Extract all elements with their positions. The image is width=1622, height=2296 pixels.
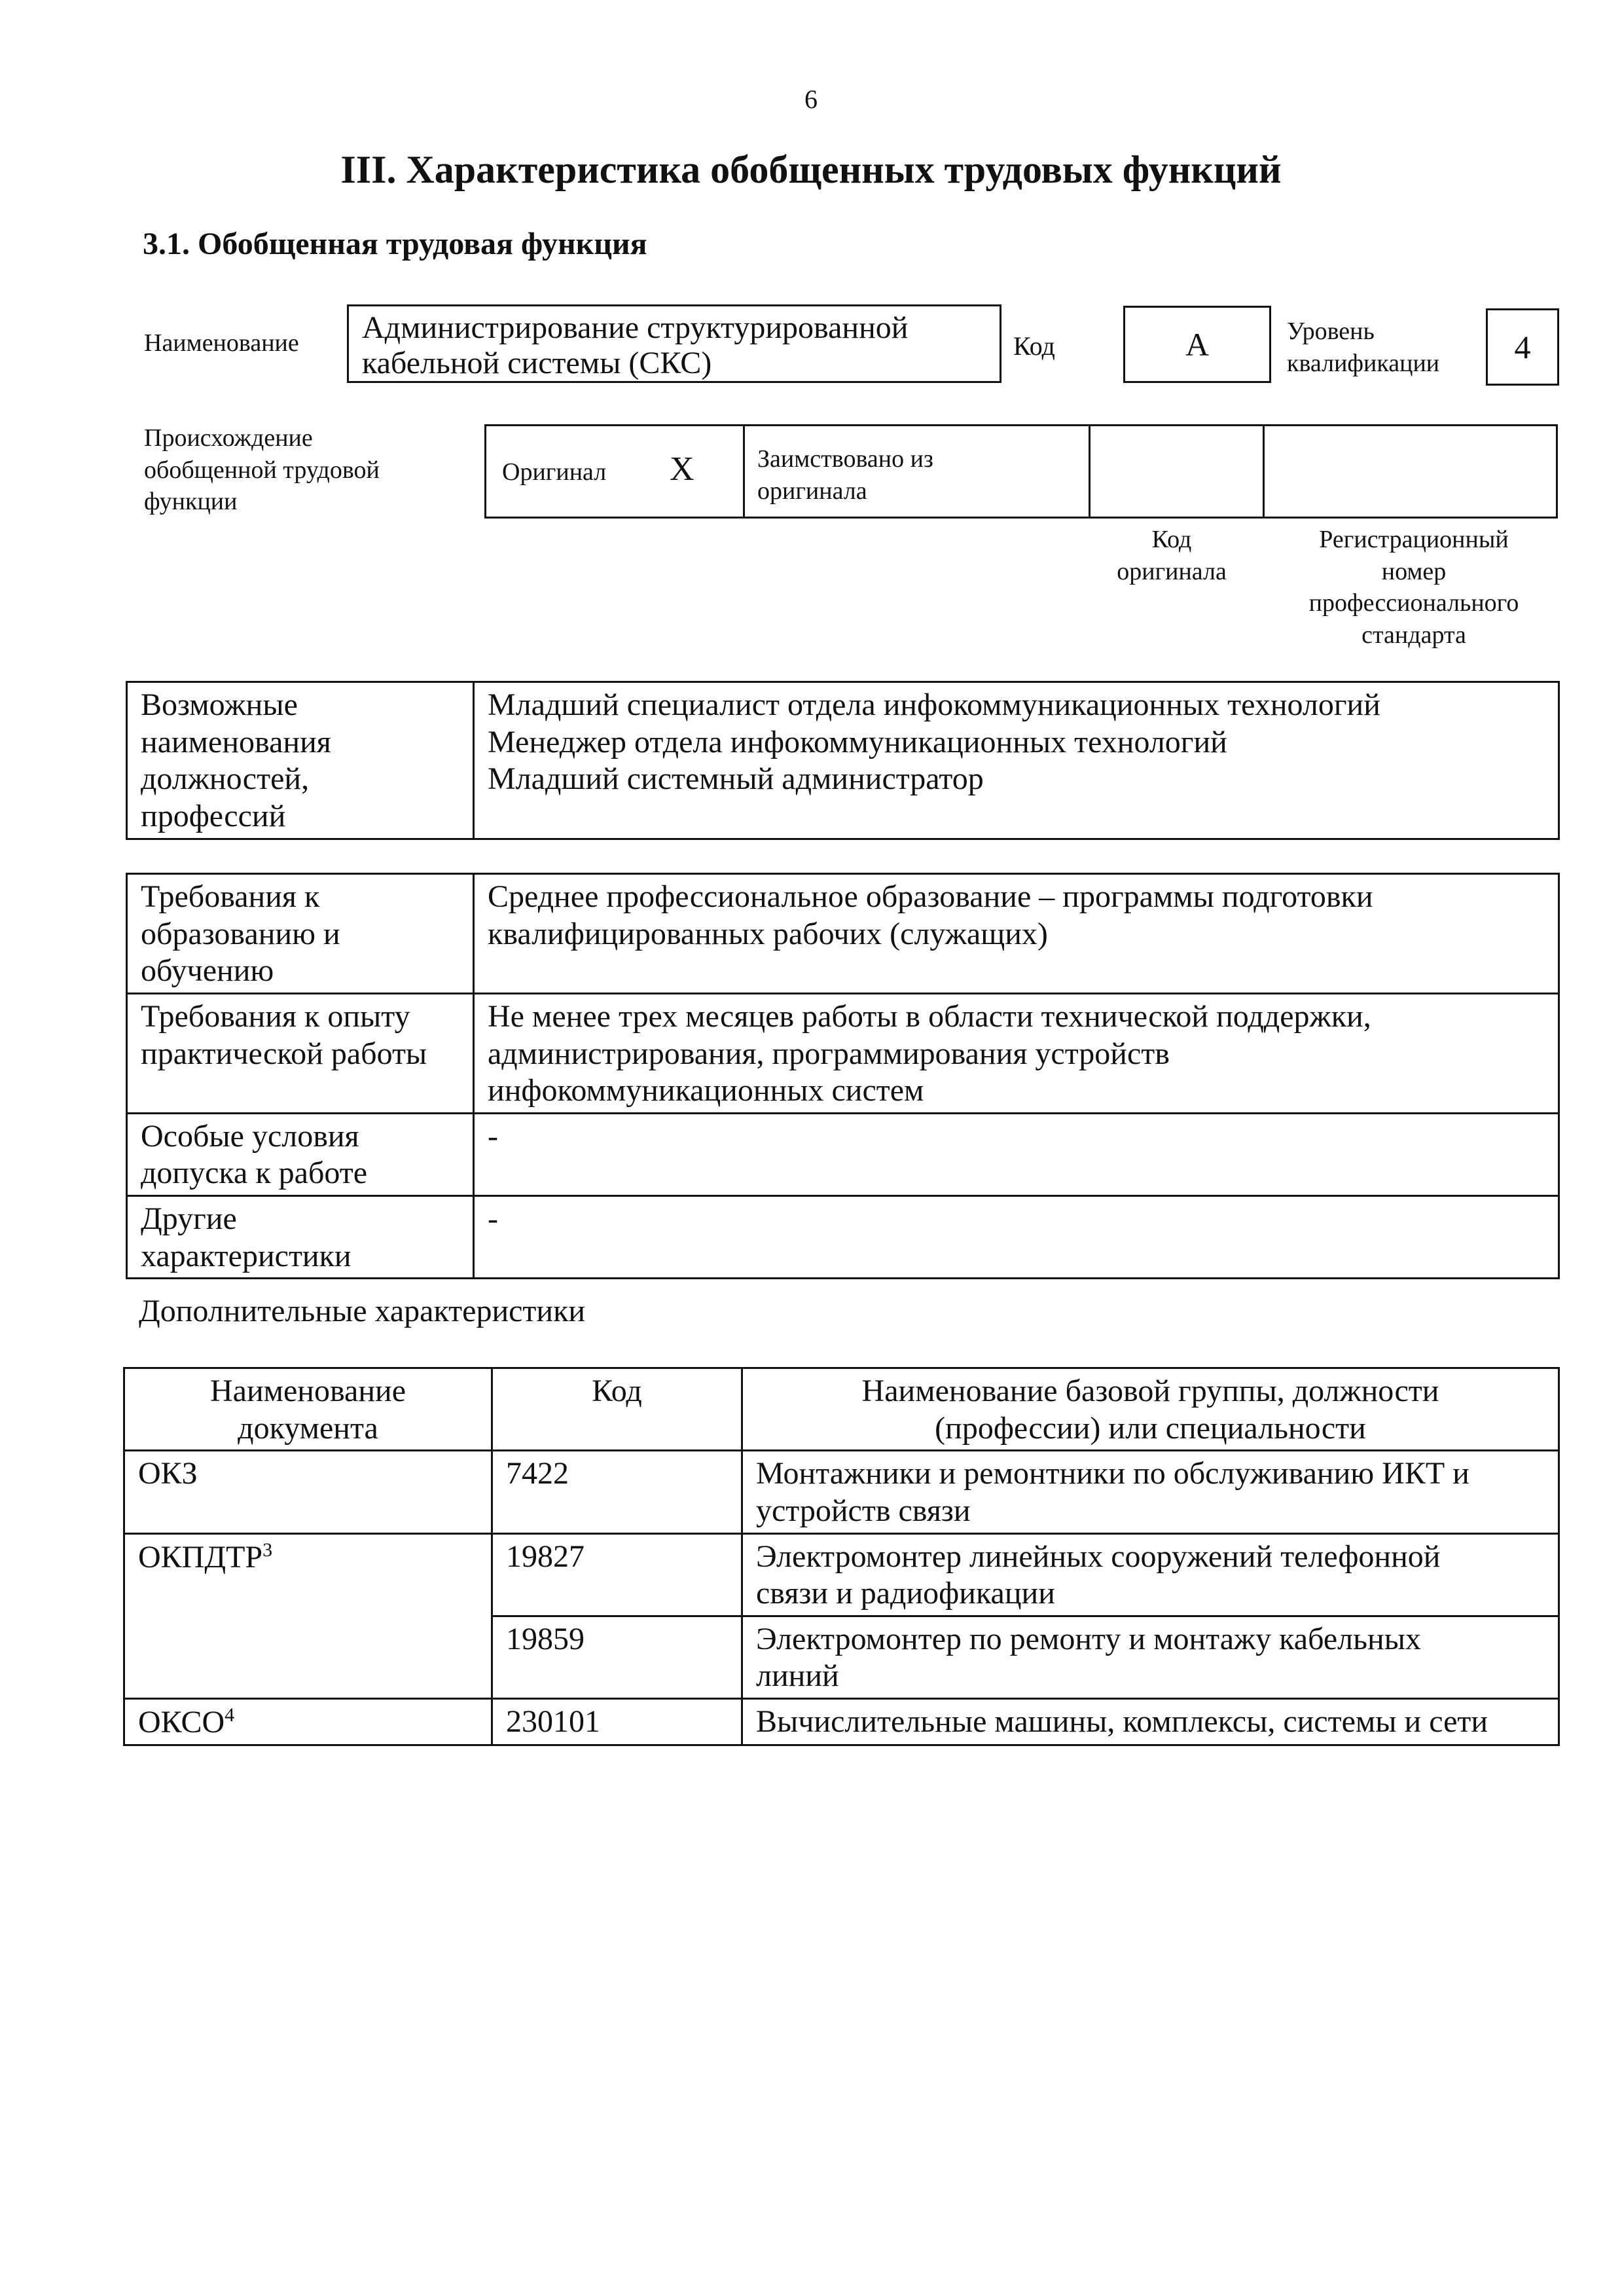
code-original-caption-line-1: Код — [1151, 526, 1192, 553]
doc-name: ОКПДТР — [138, 1539, 263, 1575]
requirement-label — [127, 874, 474, 994]
origin-divider-2 — [1089, 426, 1090, 517]
code-value: 230101 — [506, 1704, 600, 1739]
position-item: Менеджер отдела инфокоммуникационных технологий — [488, 724, 1227, 759]
name-cell — [742, 1451, 1559, 1533]
table-row — [127, 874, 1559, 994]
level-label — [1287, 316, 1439, 379]
name-line: линий — [756, 1658, 839, 1694]
table-row — [127, 1113, 1559, 1195]
borrowed-label-line-2: оригинала — [757, 477, 867, 505]
additional-title: Дополнительные характеристики — [139, 1294, 586, 1328]
requirement-value-line: инфокоммуникационных систем — [488, 1073, 924, 1108]
requirement-value — [474, 874, 1559, 994]
origin-label-line-2: обобщенной трудовой — [144, 456, 380, 484]
requirement-label-line: обучению — [141, 953, 274, 989]
column-header-line: Наименование — [209, 1374, 406, 1408]
requirement-value-line: Не менее трех месяцев работы в области технической поддержки, — [488, 998, 1371, 1034]
name-line: Электромонтер по ремонту и монтажу кабельных — [756, 1621, 1421, 1656]
table-row — [124, 1451, 1559, 1533]
origin-box — [484, 424, 1558, 519]
requirement-label — [127, 1113, 474, 1195]
level-field — [1486, 308, 1559, 386]
name-line: устройств связи — [756, 1493, 971, 1528]
column-header-line: Код — [592, 1374, 642, 1408]
requirement-label-line: допуска к работе — [141, 1156, 368, 1191]
positions-values — [474, 682, 1559, 839]
requirement-label — [127, 993, 474, 1113]
requirement-value — [474, 1196, 1559, 1279]
doc-cell — [124, 1451, 492, 1533]
column-header-document — [124, 1368, 492, 1451]
requirement-label-line: Требования к — [141, 879, 320, 914]
level-label-line-2: квалификации — [1287, 349, 1440, 377]
additional-table — [123, 1367, 1560, 1746]
column-header-line: документа — [238, 1410, 378, 1446]
subsection-title: 3.1. Обобщенная трудовая функция — [143, 227, 647, 261]
position-item: Младший специалист отдела инфокоммуникационных технологий — [488, 687, 1380, 722]
requirement-value-line: Среднее профессиональное образование – программы подготовки — [488, 879, 1373, 914]
name-line: Вычислительные машины, комплексы, системы и сети — [756, 1704, 1488, 1739]
doc-name: ОКЗ — [138, 1456, 198, 1491]
code-label: Код — [1013, 331, 1055, 361]
positions-label-line-3: должностей, — [141, 761, 310, 797]
code-value: А — [1185, 326, 1210, 363]
requirements-table — [126, 873, 1560, 1279]
requirement-value — [474, 1113, 1559, 1195]
name-line: Электромонтер линейных сооружений телефонной — [756, 1539, 1441, 1574]
positions-label-line-2: наименования — [141, 724, 331, 759]
requirement-label-line: Другие — [141, 1201, 237, 1236]
column-header-line: (профессии) или специальности — [935, 1410, 1366, 1446]
positions-label-line-1: Возможные — [141, 687, 298, 722]
doc-cell — [124, 1533, 492, 1699]
code-field — [1123, 306, 1271, 383]
section-title: III. Характеристика обобщенных трудовых функций — [340, 148, 1282, 191]
function-name-line-2: кабельной системы (СКС) — [362, 345, 712, 380]
origin-label — [144, 422, 380, 518]
positions-table — [126, 681, 1560, 840]
code-cell — [492, 1451, 742, 1533]
level-label-line-1: Уровень — [1287, 318, 1375, 345]
reg-number-caption-line-3: профессионального — [1308, 589, 1519, 617]
code-cell — [492, 1699, 742, 1745]
requirement-label-line: характеристики — [141, 1238, 351, 1273]
name-cell — [742, 1533, 1559, 1616]
function-name-field — [347, 304, 1001, 383]
requirement-label-line: образованию и — [141, 916, 340, 951]
borrowed-label — [757, 443, 933, 507]
level-value: 4 — [1514, 329, 1531, 365]
code-original-caption — [1087, 524, 1257, 587]
table-row — [127, 682, 1559, 839]
reg-number-caption — [1263, 524, 1564, 651]
requirement-value-line: квалифицированных рабочих (служащих) — [488, 916, 1048, 951]
requirement-label — [127, 1196, 474, 1279]
original-label: Оригинал — [502, 458, 607, 486]
reg-number-caption-line-4: стандарта — [1361, 621, 1466, 649]
table-row — [124, 1533, 1559, 1616]
origin-divider-3 — [1263, 426, 1265, 517]
table-header-row — [124, 1368, 1559, 1451]
code-value: 19827 — [506, 1539, 585, 1574]
requirement-value-line: - — [488, 1118, 498, 1154]
footnote-ref: 3 — [262, 1539, 273, 1561]
code-value: 19859 — [506, 1621, 585, 1656]
page-number: 6 — [804, 84, 818, 114]
doc-cell — [124, 1699, 492, 1745]
position-item: Младший системный администратор — [488, 761, 984, 797]
code-original-caption-line-2: оригинала — [1117, 557, 1227, 585]
requirement-value — [474, 993, 1559, 1113]
name-label: Наименование — [144, 329, 299, 357]
requirement-value-line: - — [488, 1201, 498, 1236]
column-header-code — [492, 1368, 742, 1451]
reg-number-caption-line-2: номер — [1381, 557, 1447, 585]
table-row — [124, 1699, 1559, 1745]
requirement-label-line: Требования к опыту — [141, 998, 410, 1034]
borrowed-label-line-1: Заимствовано из — [757, 445, 933, 473]
name-line: Монтажники и ремонтники по обслуживанию ИКТ и — [756, 1456, 1469, 1491]
positions-label-line-4: профессий — [141, 798, 286, 833]
requirement-value-line: администрирования, программирования устройств — [488, 1036, 1170, 1071]
original-mark: Х — [670, 450, 694, 488]
table-row — [127, 993, 1559, 1113]
code-cell — [492, 1533, 742, 1616]
footnote-ref: 4 — [225, 1704, 235, 1726]
name-line: связи и радиофикации — [756, 1576, 1055, 1611]
column-header-line: Наименование базовой группы, должности — [861, 1374, 1439, 1408]
name-cell — [742, 1699, 1559, 1745]
requirement-label-line: практической работы — [141, 1036, 427, 1071]
table-row — [127, 1196, 1559, 1279]
column-header-name — [742, 1368, 1559, 1451]
requirement-label-line: Особые условия — [141, 1118, 359, 1154]
origin-label-line-1: Происхождение — [144, 424, 313, 452]
name-cell — [742, 1616, 1559, 1698]
doc-name: ОКСО — [138, 1705, 225, 1740]
origin-label-line-3: функции — [144, 488, 238, 516]
function-name-line-1: Администрирование структурированной — [362, 310, 909, 345]
code-cell — [492, 1616, 742, 1698]
origin-divider-1 — [743, 426, 745, 517]
reg-number-caption-line-1: Регистрационный — [1319, 526, 1509, 553]
positions-label — [127, 682, 474, 839]
code-value: 7422 — [506, 1456, 569, 1491]
